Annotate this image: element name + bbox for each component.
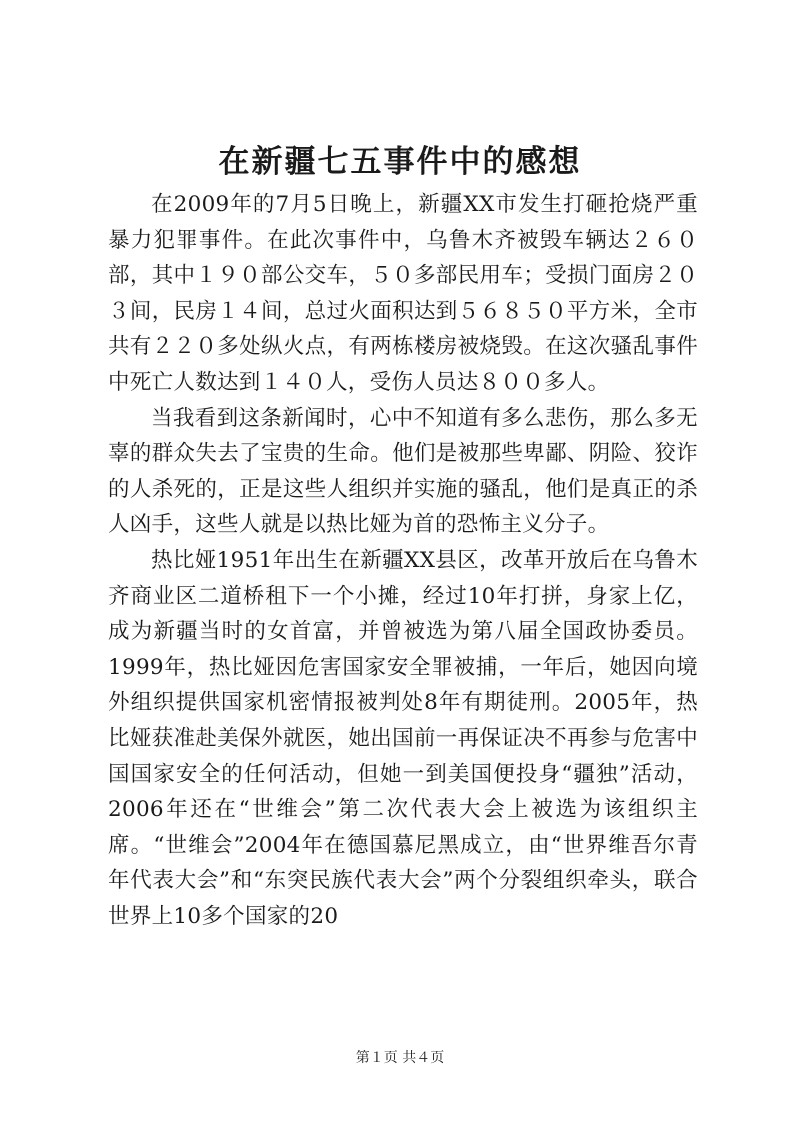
paragraph-3: 热比娅1951年出生在新疆XX县区，改革开放后在乌鲁木齐商业区二道桥租下一个小摊，经过10年打拼，身家上亿，成为新疆当时的女首富，并曾被选为第八届全国政协委员。1999年，热比娅因危害国家安全罪被捕，一年后，她因向境外组织提供国家机密情报被判处8年有期徒刑。2005年，热比娅获准赴美保外就医，她出国前一再保证决不再参与危害中国国家安全的任何活动，但她一到美国便投身“疆独”活动，2006年还在“世维会”第二次代表大会上被选为该组织主席。“世维会”2004年在德国慕尼黑成立，由“世界维吾尔青年代表大会”和“东突民族代表大会”两个分裂组织牵头，联合世界上10多个国家的20	[108, 547, 698, 929]
document-body	[108, 187, 698, 934]
document-title: 在新疆七五事件中的感想	[218, 144, 582, 180]
page-number-footer: 第１页 共４页	[355, 1050, 445, 1066]
paragraph-2: 当我看到这条新闻时，心中不知道有多么悲伤，那么多无辜的群众失去了宝贵的生命。他们是被那些卑鄙、阴险、狡诈的人杀死的，正是这些人组织并实施的骚乱，他们是真正的杀人凶手，这些人就是以热比娅为首的恐怖主义分子。	[108, 405, 698, 538]
paragraph-1: 在2009年的7月5日晚上，新疆XX市发生打砸抢烧严重暴力犯罪事件。在此次事件中，乌鲁木齐被毁车辆达２６０部，其中１９０部公交车，５０多部民用车；受损门面房２０３间，民房１４间，总过火面积达到５６８５０平方米，全市共有２２０多处纵火点，有两栋楼房被烧毁。在这次骚乱事件中死亡人数达到１４０人，受伤人员达８００多人。	[108, 192, 698, 395]
